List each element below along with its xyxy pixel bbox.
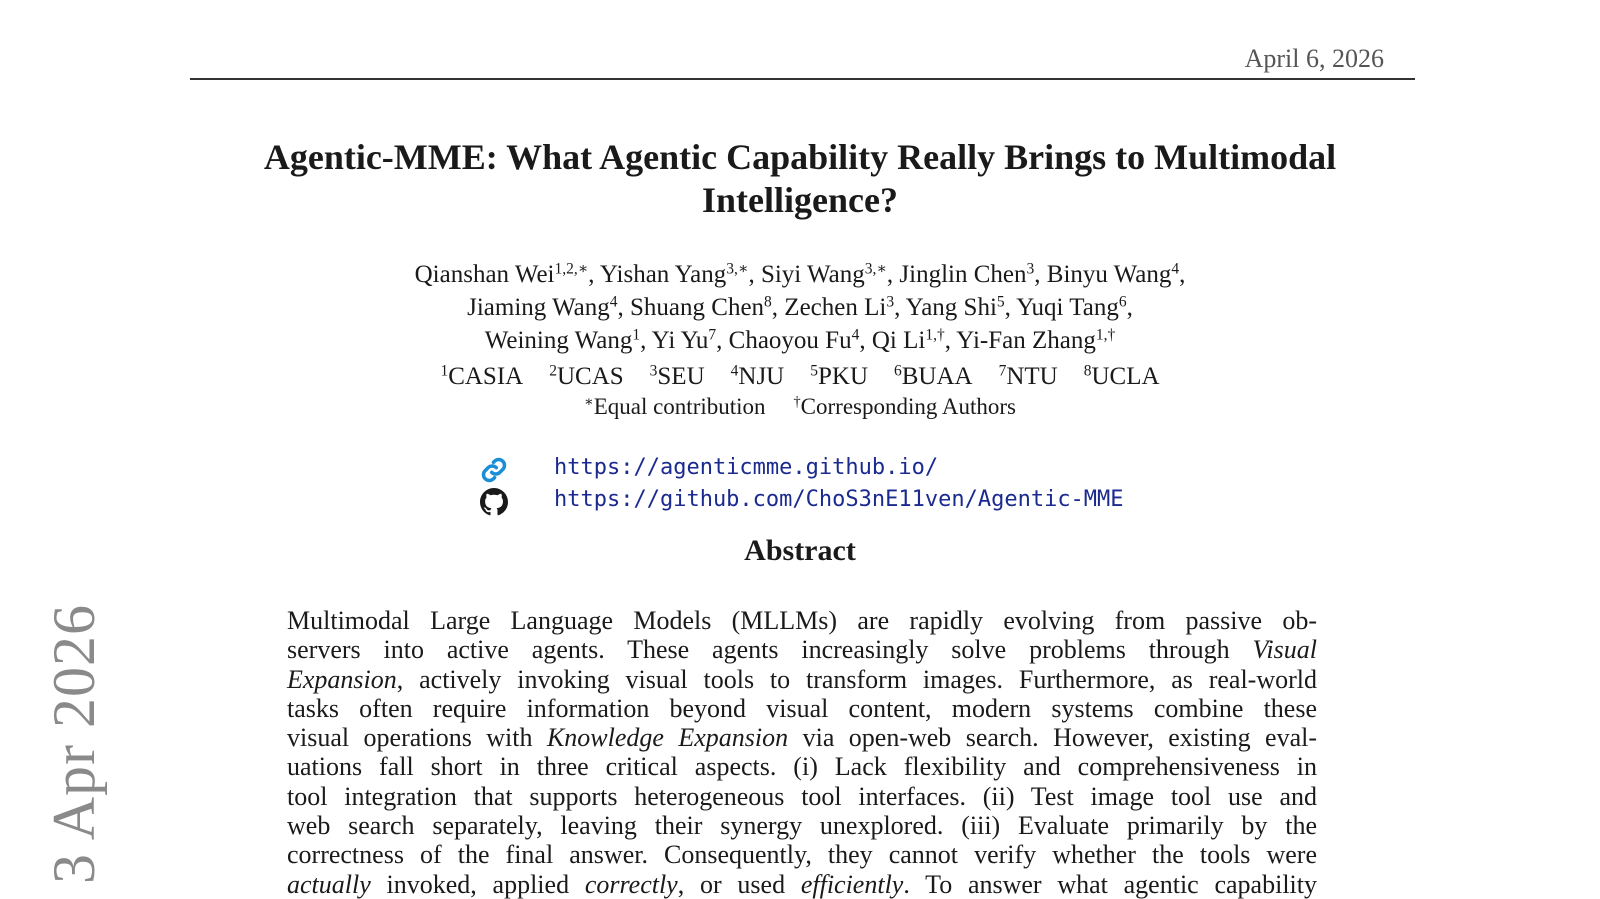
- abstract-text: web search separately, leaving their synergy unexplored. (iii) Evaluate primarily by the: [287, 811, 1317, 841]
- author-separator: ,: [894, 294, 906, 321]
- affiliation-name: UCAS: [556, 363, 624, 390]
- affiliation-mark: 3: [649, 362, 658, 380]
- author-separator: ,: [748, 261, 761, 288]
- abstract-line: [287, 606, 1317, 635]
- author-separator: ,: [1126, 294, 1133, 321]
- abstract-emphasis: Expansion: [287, 664, 397, 694]
- author-name: Siyi Wang: [760, 261, 865, 288]
- author-separator: ,: [771, 294, 785, 321]
- project-page-link[interactable]: https://agenticmme.github.io/: [554, 455, 939, 480]
- affiliation-name: NJU: [738, 363, 785, 390]
- author-note-mark: †: [793, 394, 801, 411]
- arxiv-sidebar-date: 3 Apr 2026: [41, 604, 107, 884]
- author-affiliation-mark: 3,∗: [726, 260, 749, 278]
- abstract-text: tasks often require information beyond visual content, modern systems combine these: [287, 693, 1317, 723]
- author-name: Chaoyou Fu: [728, 327, 852, 354]
- author-separator: ,: [1004, 294, 1017, 321]
- affiliation: [810, 363, 868, 390]
- author-name: Jiaming Wang: [467, 294, 610, 321]
- header-rule: [190, 78, 1415, 80]
- affiliation: [549, 363, 623, 390]
- abstract-text: , actively invoking visual tools to transform images. Furthermore, as real-world: [396, 664, 1317, 694]
- author-affiliation-mark: 4: [1171, 260, 1180, 278]
- author-name: Yuqi Tang: [1016, 294, 1119, 321]
- abstract-text: servers into active agents. These agents increasingly solve problems through: [287, 635, 1253, 665]
- link-icon: [480, 456, 508, 484]
- abstract-text: . To answer what agentic capability: [903, 869, 1317, 899]
- author-separator: ,: [859, 327, 872, 354]
- author-affiliation-mark: 3,∗: [864, 260, 887, 278]
- abstract-line: [287, 694, 1317, 723]
- abstract-line: [287, 752, 1317, 781]
- affiliation-name: CASIA: [448, 363, 524, 390]
- affiliation: [650, 363, 705, 390]
- affiliation: [1084, 363, 1160, 390]
- affiliation-mark: 4: [730, 362, 739, 380]
- author-note: [584, 394, 766, 419]
- abstract-text: , or used: [677, 869, 801, 899]
- author-separator: ,: [617, 294, 631, 321]
- abstract-emphasis: Knowledge Expansion: [546, 723, 789, 753]
- author-name: Shuang Chen: [630, 294, 765, 321]
- paper-title-line-1: Agentic-MME: What Agentic Capability Really Brings to Multimodal: [263, 137, 1337, 177]
- author-row: [300, 324, 1300, 357]
- author-notes: [300, 392, 1300, 422]
- author-separator: ,: [1179, 261, 1186, 288]
- abstract-line: [287, 870, 1317, 899]
- author-row: [300, 291, 1300, 324]
- author-name: Yi Yu: [651, 327, 709, 354]
- author-affiliation-mark: 4: [851, 326, 860, 344]
- affiliation-name: BUAA: [901, 363, 973, 390]
- abstract-text: via open-web search. However, existing eval-: [788, 723, 1317, 753]
- author-affiliation-mark: 1,2,∗: [554, 260, 589, 278]
- author-affiliation-mark: 5: [996, 293, 1005, 311]
- author-affiliation-mark: 4: [609, 293, 618, 311]
- author-affiliation-mark: 3: [886, 293, 895, 311]
- abstract-line: [287, 840, 1317, 869]
- abstract-emphasis: actually: [287, 869, 371, 899]
- abstract-text: uations fall short in three critical aspects. (i) Lack flexibility and comprehensiveness in: [287, 752, 1317, 782]
- author-affiliation-mark: 7: [708, 326, 717, 344]
- paper-title-line-2: Intelligence?: [702, 180, 898, 220]
- author-separator: ,: [716, 327, 729, 354]
- author-affiliation-mark: 8: [764, 293, 772, 311]
- affiliation-list: [300, 362, 1300, 392]
- abstract-line: [287, 665, 1317, 694]
- affiliation-mark: 1: [440, 362, 449, 380]
- affiliation-mark: 2: [549, 362, 557, 380]
- author-list: [300, 258, 1300, 357]
- affiliation-mark: 5: [810, 362, 818, 380]
- author-separator: ,: [1034, 261, 1047, 288]
- abstract-emphasis: Visual: [1252, 635, 1317, 665]
- affiliation: [440, 363, 523, 390]
- affiliation-name: PKU: [817, 363, 868, 390]
- author-name: Qi Li: [871, 327, 926, 354]
- author-note-text: Equal contribution: [593, 394, 766, 419]
- paper-title: [160, 136, 1440, 222]
- abstract-line: [287, 723, 1317, 752]
- abstract-text: correctness of the final answer. Consequently, they cannot verify whether the tools were: [287, 840, 1317, 870]
- abstract-text: invoked, applied: [370, 869, 585, 899]
- author-separator: ,: [640, 327, 652, 354]
- author-note: [794, 394, 1016, 419]
- author-name: Yi-Fan Zhang: [956, 327, 1096, 354]
- affiliation-mark: 7: [998, 362, 1007, 380]
- github-icon: [480, 488, 508, 516]
- author-name: Binyu Wang: [1046, 261, 1172, 288]
- author-affiliation-mark: 1,†: [925, 326, 945, 344]
- author-name: Weining Wang: [484, 327, 633, 354]
- author-affiliation-mark: 1: [632, 326, 641, 344]
- affiliation: [731, 363, 785, 390]
- author-note-text: Corresponding Authors: [800, 394, 1016, 419]
- author-affiliation-mark: 6: [1118, 293, 1127, 311]
- affiliation-name: UCLA: [1091, 363, 1160, 390]
- author-separator: ,: [944, 327, 957, 354]
- affiliation-name: NTU: [1006, 363, 1058, 390]
- author-name: Yang Shi: [905, 294, 997, 321]
- author-affiliation-mark: 3: [1026, 260, 1035, 278]
- abstract-text: visual operations with: [287, 723, 547, 753]
- header-date: April 6, 2026: [1244, 44, 1384, 73]
- author-name: Qianshan Wei: [414, 261, 555, 288]
- abstract-line: [287, 811, 1317, 840]
- abstract-emphasis: efficiently: [800, 869, 904, 899]
- abstract-emphasis: correctly: [584, 869, 678, 899]
- abstract-text: Multimodal Large Language Models (MLLMs) are rapidly evolving from passive ob-: [287, 606, 1317, 635]
- author-name: Jinglin Chen: [899, 261, 1027, 288]
- author-row: [300, 258, 1300, 291]
- abstract-line: [287, 782, 1317, 811]
- github-link[interactable]: https://github.com/ChoS3nE11ven/Agentic-MME: [554, 487, 1124, 512]
- author-affiliation-mark: 1,†: [1095, 326, 1116, 344]
- author-separator: ,: [886, 261, 900, 288]
- affiliation-mark: 8: [1083, 362, 1092, 380]
- affiliation-mark: 6: [894, 362, 902, 380]
- author-name: Zechen Li: [784, 294, 887, 321]
- author-separator: ,: [588, 261, 600, 288]
- affiliation: [894, 363, 973, 390]
- abstract-line: [287, 635, 1317, 664]
- author-name: Yishan Yang: [599, 261, 727, 288]
- author-note-mark: ∗: [584, 394, 594, 411]
- affiliation: [999, 363, 1058, 390]
- abstract-body: [287, 606, 1317, 899]
- abstract-heading: Abstract: [744, 534, 856, 567]
- abstract-text: tool integration that supports heterogeneous tool interfaces. (ii) Test image tool use and: [287, 781, 1317, 811]
- affiliation-name: SEU: [657, 363, 705, 390]
